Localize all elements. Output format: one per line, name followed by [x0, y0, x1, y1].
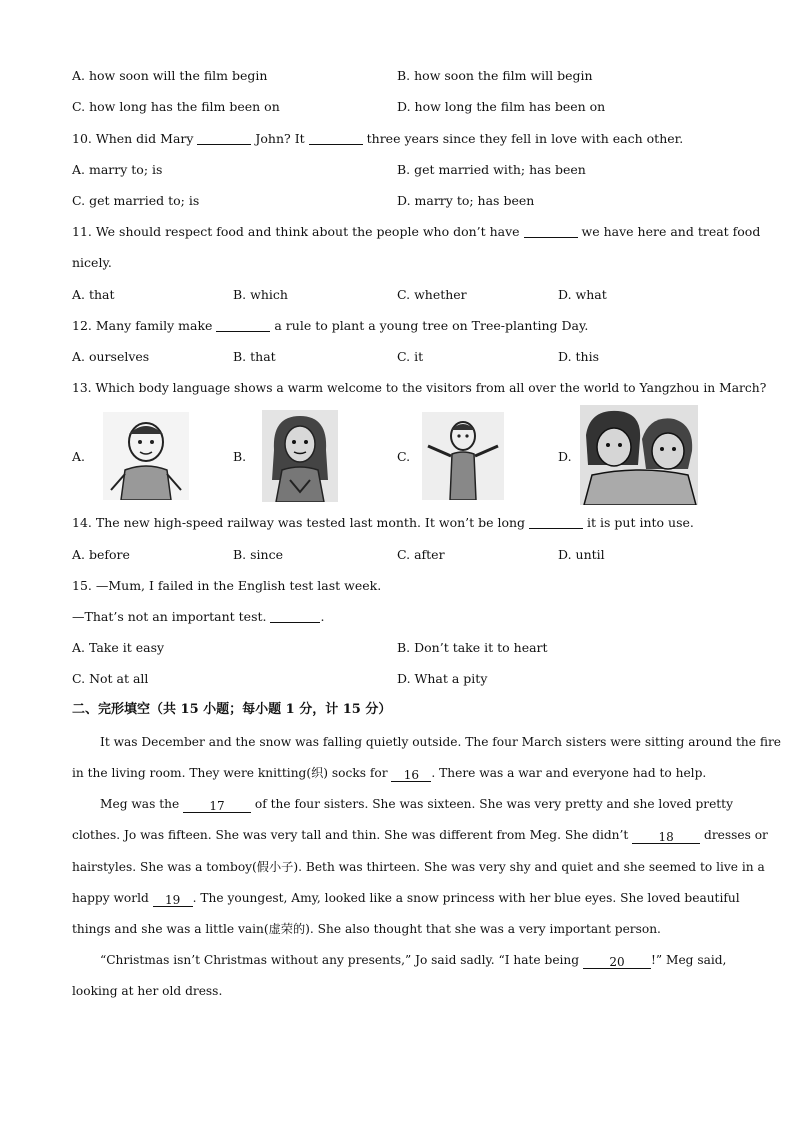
q10-option-c: C. get married to; is — [72, 193, 200, 208]
q12-option-a: A. ourselves — [72, 349, 150, 364]
q12-option-b: B. that — [233, 349, 276, 364]
q13-option-a: A. — [72, 449, 86, 464]
q10-option-b: B. get married with; has been — [397, 162, 586, 177]
passage-line-6: happy world 19 . The youngest, Amy, looked like a snow princess with her blue eyes. She loved beautiful — [72, 891, 740, 907]
question-12: 12. Many family make a rule to plant a young tree on Tree-planting Day. — [72, 318, 589, 333]
question-10: 10. When did Mary John? It three years since they fell in love with each other. — [72, 131, 684, 146]
passage-line-1: It was December and the snow was falling quietly outside. The four March sisters were sitting around the fire — [100, 735, 782, 749]
passage-line-9: looking at her old dress. — [72, 984, 223, 998]
q15-option-b: B. Don’t take it to heart — [397, 640, 548, 655]
q13-image-c — [422, 412, 504, 500]
passage-line-5: hairstyles. She was a tomboy(假小子). Beth was thirteen. She was very shy and quiet and she seemed to live in a — [72, 860, 765, 874]
blank-18[interactable]: 18 — [632, 831, 700, 844]
passage-line-7: things and she was a little vain(虚荣的). She also thought that she was a very important person. — [72, 922, 661, 936]
q12-option-d: D. this — [558, 349, 600, 364]
q11-option-c: C. whether — [397, 287, 467, 302]
blank-20[interactable]: 20 — [583, 956, 651, 969]
q13-image-a — [103, 412, 189, 500]
question-14: 14. The new high-speed railway was tested last month. It won’t be long it is put into use. — [72, 515, 694, 530]
section-heading: 二、完形填空（共 15 小题；每小题 1 分，计 15 分） — [72, 702, 392, 717]
q14-option-a: A. before — [72, 547, 130, 562]
q10-option-a: A. marry to; is — [72, 162, 163, 177]
question-11-continued: nicely. — [72, 255, 112, 270]
passage-line-3: Meg was the 17 of the four sisters. She was sixteen. She was very pretty and she loved pretty — [100, 797, 733, 813]
question-11: 11. We should respect food and think about the people who don’t have we have here and treat food — [72, 224, 761, 239]
q12-option-c: C. it — [397, 349, 424, 364]
q13-image-d — [580, 405, 698, 505]
q15-option-c: C. Not at all — [72, 671, 149, 686]
q13-option-d: D. — [558, 449, 572, 464]
q13-image-b — [262, 410, 338, 502]
blank-17[interactable]: 17 — [183, 800, 251, 813]
question-15-reply: —That’s not an important test. . — [72, 609, 325, 624]
blank-16[interactable]: 16 — [391, 769, 431, 782]
q13-option-b: B. — [233, 449, 247, 464]
q11-option-a: A. that — [72, 287, 115, 302]
q9-option-b: B. how soon the film will begin — [397, 68, 593, 83]
q11-option-b: B. which — [233, 287, 288, 302]
passage-line-4: clothes. Jo was fifteen. She was very tall and thin. She was different from Meg. She didn’t 18 dresses or — [72, 828, 768, 844]
blank-19[interactable]: 19 — [153, 894, 193, 907]
q14-option-b: B. since — [233, 547, 283, 562]
q13-option-c: C. — [397, 449, 411, 464]
question-13: 13. Which body language shows a warm welcome to the visitors from all over the world to Yangzhou in March? — [72, 381, 767, 395]
passage-line-2: in the living room. They were knitting(织) socks for 16 . There was a war and everyone had to help. — [72, 766, 707, 782]
q14-option-d: D. until — [558, 547, 605, 562]
q9-option-a: A. how soon will the film begin — [72, 68, 268, 83]
q10-option-d: D. marry to; has been — [397, 193, 535, 208]
q15-option-d: D. What a pity — [397, 671, 488, 686]
q9-option-c: C. how long has the film been on — [72, 99, 280, 114]
q11-option-d: D. what — [558, 287, 607, 302]
q15-option-a: A. Take it easy — [72, 640, 165, 655]
passage-line-8: “Christmas isn’t Christmas without any presents,” Jo said sadly. “I hate being 20 !” Meg said, — [100, 953, 727, 969]
q14-option-c: C. after — [397, 547, 445, 562]
q9-option-d: D. how long the film has been on — [397, 99, 606, 114]
question-15: 15. —Mum, I failed in the English test last week. — [72, 578, 382, 593]
